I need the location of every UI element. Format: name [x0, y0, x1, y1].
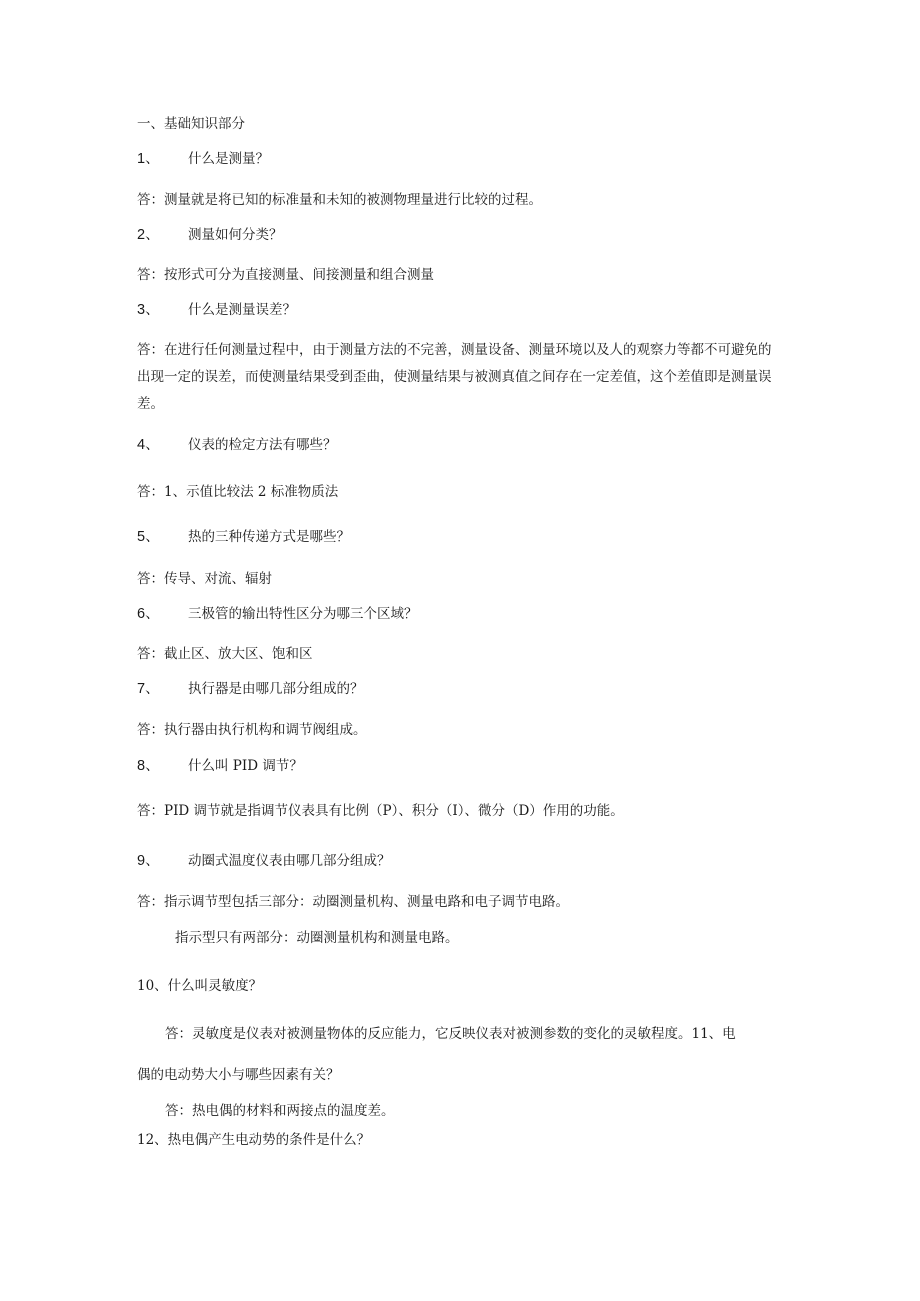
answer-text: 答：热电偶的材料和两接点的温度差。	[165, 1103, 395, 1119]
answer-text-continuation: 偶的电动势大小与哪些因素有关？	[137, 1067, 340, 1083]
question-number: 6、	[137, 606, 160, 622]
question-text: 什么叫 PID 调节？	[188, 758, 303, 774]
answer-text-continuation: 指示型只有两部分：动圈测量机构和测量电路。	[175, 930, 459, 946]
answer-text: 答：按形式可分为直接测量、间接测量和组合测量	[137, 267, 434, 283]
question-text: 动圈式温度仪表由哪几部分组成？	[188, 853, 391, 869]
question-text: 仪表的检定方法有哪些？	[188, 437, 337, 453]
question-text: 热的三种传递方式是哪些？	[188, 529, 350, 545]
question-text: 10、什么叫灵敏度？	[137, 978, 263, 994]
question-text: 三极管的输出特性区分为哪三个区域？	[188, 606, 418, 622]
question-text: 12、热电偶产生电动势的条件是什么？	[137, 1132, 371, 1148]
answer-text: 答：执行器由执行机构和调节阀组成。	[137, 722, 367, 738]
section-title: 一、基础知识部分	[137, 116, 245, 132]
answer-text: 答：灵敏度是仪表对被测量物体的反应能力，它反映仪表对被测参数的变化的灵敏程度。11、电	[165, 1026, 736, 1042]
question-number: 9、	[137, 853, 160, 869]
answer-text: 答：指示调节型包括三部分：动圈测量机构、测量电路和电子调节电路。	[137, 894, 569, 910]
question-number: 7、	[137, 681, 160, 697]
question-number: 2、	[137, 227, 160, 243]
answer-text: 答：测量就是将已知的标准量和未知的被测物理量进行比较的过程。	[137, 192, 542, 208]
answer-paragraph: 答：在进行任何测量过程中，由于测量方法的不完善，测量设备、测量环境以及人的观察力等都不可避免的出现一定的误差，而使测量结果受到歪曲，使测量结果与被测真值之间存在一定差值，这个差值即是测量误差。	[137, 342, 772, 412]
answer-text: 答：截止区、放大区、饱和区	[137, 646, 313, 662]
question-number: 5、	[137, 529, 160, 545]
answer-text: 答：PID 调节就是指调节仪表具有比例（P）、积分（I）、微分（D）作用的功能。	[137, 803, 624, 819]
question-number: 1、	[137, 151, 160, 167]
question-text: 测量如何分类？	[188, 227, 283, 243]
question-text: 什么是测量？	[188, 151, 269, 167]
answer-text: 答：1、示值比较法 2 标准物质法	[137, 484, 339, 500]
question-text: 执行器是由哪几部分组成的？	[188, 681, 364, 697]
question-number: 3、	[137, 302, 160, 318]
question-number: 4、	[137, 437, 160, 453]
question-number: 8、	[137, 758, 160, 774]
answer-text: 答：传导、对流、辐射	[137, 571, 272, 587]
question-text: 什么是测量误差？	[188, 302, 296, 318]
